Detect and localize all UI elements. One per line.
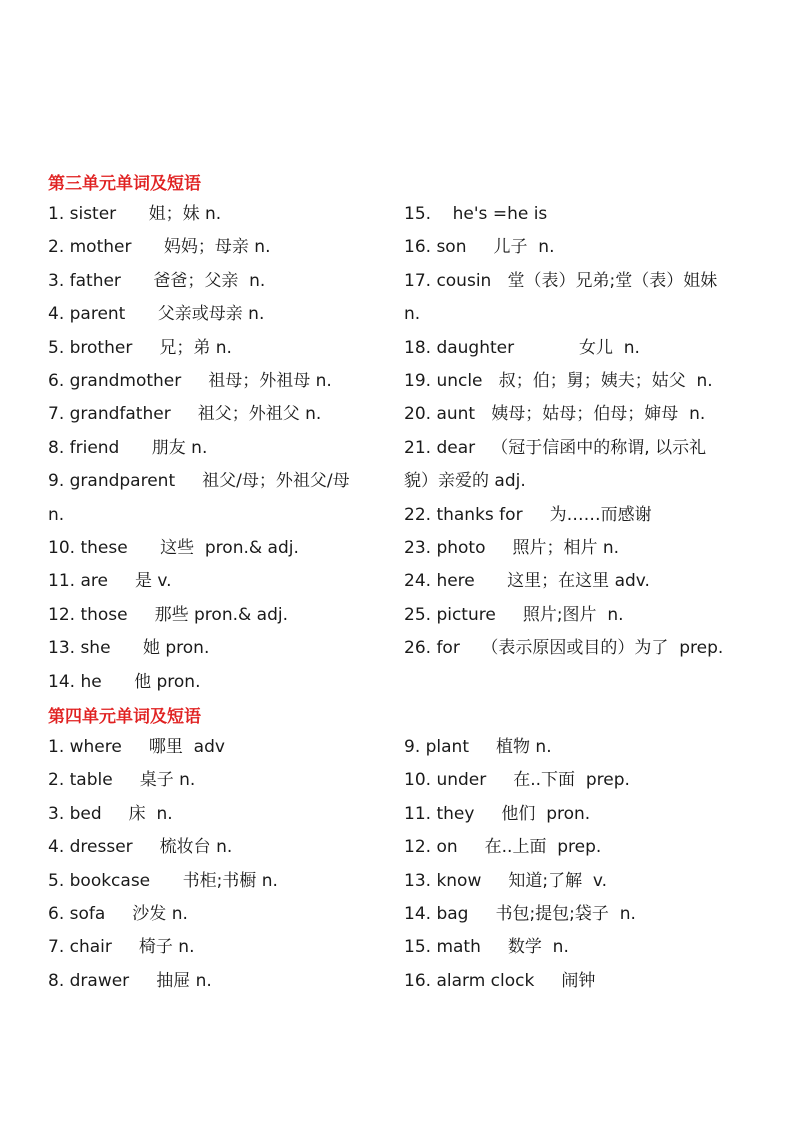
vocab-item: 8. drawer 抽屉 n. bbox=[48, 970, 212, 991]
vocab-item: 10. under 在..下面 prep. bbox=[404, 770, 630, 791]
vocab-item: 4. dresser 梳妆台 n. bbox=[48, 837, 233, 858]
vocab-item: 2. table 桌子 n. bbox=[48, 770, 196, 791]
vocab-item: 15. math 数学 n. bbox=[404, 937, 569, 958]
vocab-item: 12. on 在..上面 prep. bbox=[404, 837, 602, 858]
vocab-item: 12. those 那些 pron.& adj. bbox=[48, 604, 289, 625]
vocab-item: 9. plant 植物 n. bbox=[404, 737, 552, 757]
vocab-item: 8. friend 朋友 n. bbox=[48, 437, 208, 458]
vocab-item: 13. she 她 pron. bbox=[48, 638, 210, 659]
unit4-section bbox=[48, 703, 760, 998]
vocab-item: 6. grandmother 祖母；外祖母 n. bbox=[48, 371, 332, 392]
unit3-section bbox=[48, 170, 760, 699]
vocab-item: 20. aunt 姨母；姑母；伯母；婶母 n. bbox=[404, 404, 706, 425]
vocab-item: 3. bed 床 n. bbox=[48, 803, 173, 824]
vocab-item: 11. they 他们 pron. bbox=[404, 803, 591, 824]
vocab-item: 5. brother 兄；弟 n. bbox=[48, 337, 232, 358]
vocab-item: 10. these 这些 pron.& adj. bbox=[48, 538, 299, 559]
unit4-right-column bbox=[404, 731, 760, 998]
unit3-columns bbox=[48, 198, 760, 699]
vocab-item: 17. cousin 堂（表）兄弟;堂（表）姐妹 n. bbox=[404, 270, 718, 325]
vocab-item: 19. uncle 叔；伯；舅；姨夫；姑父 n. bbox=[404, 371, 713, 392]
vocab-item: 5. bookcase 书柜;书橱 n. bbox=[48, 870, 278, 891]
vocab-item: 26. for （表示原因或目的）为了 prep. bbox=[404, 638, 724, 659]
unit4-left-column bbox=[48, 731, 404, 998]
vocab-item: 4. parent 父亲或母亲 n. bbox=[48, 304, 265, 325]
vocab-item: 14. bag 书包;提包;袋子 n. bbox=[404, 904, 636, 925]
vocab-item: 23. photo 照片；相片 n. bbox=[404, 538, 620, 559]
vocab-item: 14. he 他 pron. bbox=[48, 671, 201, 692]
vocab-item: 16. alarm clock 闹钟 bbox=[404, 970, 596, 991]
vocab-item: 2. mother 妈妈；母亲 n. bbox=[48, 237, 271, 258]
vocab-item: 15. he's =he is bbox=[404, 204, 548, 224]
unit3-heading: 第三单元单词及短语 bbox=[48, 174, 201, 194]
vocab-item: 7. chair 椅子 n. bbox=[48, 937, 195, 958]
unit4-columns bbox=[48, 731, 760, 998]
vocab-item: 18. daughter 女儿 n. bbox=[404, 337, 640, 358]
vocab-item: 7. grandfather 祖父；外祖父 n. bbox=[48, 404, 322, 425]
vocab-item: 11. are 是 v. bbox=[48, 571, 172, 592]
vocab-item: 22. thanks for 为……而感谢 bbox=[404, 504, 652, 525]
unit3-left-column bbox=[48, 198, 404, 699]
vocab-item: 6. sofa 沙发 n. bbox=[48, 904, 188, 925]
vocab-item: 13. know 知道;了解 v. bbox=[404, 870, 608, 891]
unit3-right-column bbox=[404, 198, 760, 699]
vocab-item: 24. here 这里；在这里 adv. bbox=[404, 571, 650, 592]
vocab-item: 25. picture 照片;图片 n. bbox=[404, 604, 624, 625]
vocab-item: 21. dear （冠于信函中的称谓, 以示礼 貌）亲爱的 adj. bbox=[404, 437, 707, 492]
vocab-item: 16. son 儿子 n. bbox=[404, 237, 555, 258]
vocab-item: 1. sister 姐；妹 n. bbox=[48, 204, 222, 224]
unit4-heading: 第四单元单词及短语 bbox=[48, 707, 201, 727]
vocab-item: 9. grandparent 祖父/母；外祖父/母 n. bbox=[48, 471, 350, 525]
vocab-item: 3. father 爸爸；父亲 n. bbox=[48, 270, 266, 291]
vocab-item: 1. where 哪里 adv bbox=[48, 737, 225, 757]
